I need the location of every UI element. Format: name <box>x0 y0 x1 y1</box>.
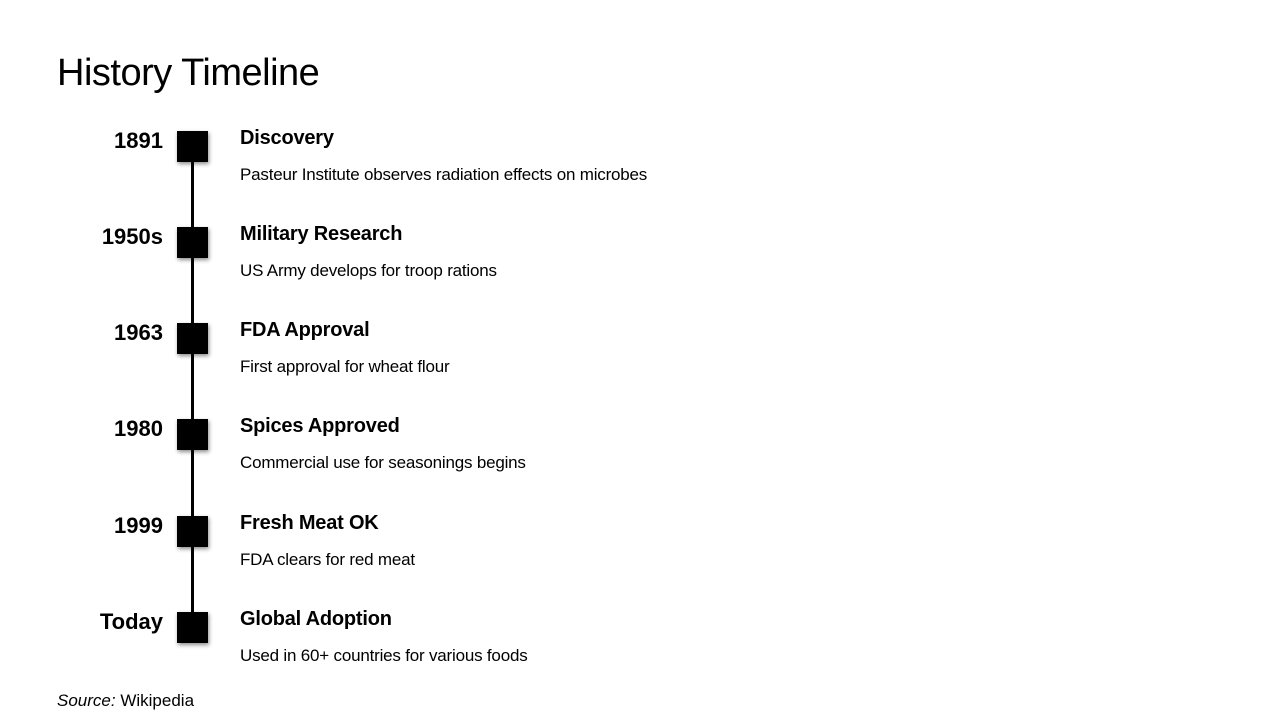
event-description: Commercial use for seasonings begins <box>240 453 526 472</box>
event-year: Today <box>99 609 163 634</box>
event-heading: Fresh Meat OK <box>240 512 379 534</box>
timeline-event <box>0 511 1280 581</box>
timeline-event <box>0 318 1280 388</box>
timeline-event <box>0 414 1280 484</box>
event-description: First approval for wheat flour <box>240 357 450 376</box>
event-marker <box>177 419 208 450</box>
event-year: 1980 <box>114 416 163 441</box>
timeline-event <box>0 607 1280 677</box>
event-description: US Army develops for troop rations <box>240 261 497 280</box>
event-heading: Military Research <box>240 223 403 245</box>
event-heading: Spices Approved <box>240 415 400 437</box>
event-description: FDA clears for red meat <box>240 550 415 569</box>
event-marker <box>177 131 208 162</box>
source-note <box>57 689 194 713</box>
event-description: Used in 60+ countries for various foods <box>240 646 528 665</box>
page-title: History Timeline <box>57 52 320 94</box>
event-marker <box>177 323 208 354</box>
source-label: Source: <box>57 691 116 710</box>
event-year: 1999 <box>114 513 163 538</box>
event-marker <box>177 227 208 258</box>
event-heading: Discovery <box>240 127 334 149</box>
event-year: 1950s <box>101 224 163 249</box>
source-value: Wikipedia <box>120 691 195 710</box>
event-heading: Global Adoption <box>240 608 392 630</box>
timeline-event <box>0 222 1280 292</box>
timeline-event <box>0 126 1280 196</box>
event-description: Pasteur Institute observes radiation effects on microbes <box>240 165 648 184</box>
event-marker <box>177 612 208 643</box>
event-heading: FDA Approval <box>240 319 370 341</box>
event-year: 1891 <box>114 128 163 153</box>
event-marker <box>177 516 208 547</box>
event-year: 1963 <box>114 320 163 345</box>
